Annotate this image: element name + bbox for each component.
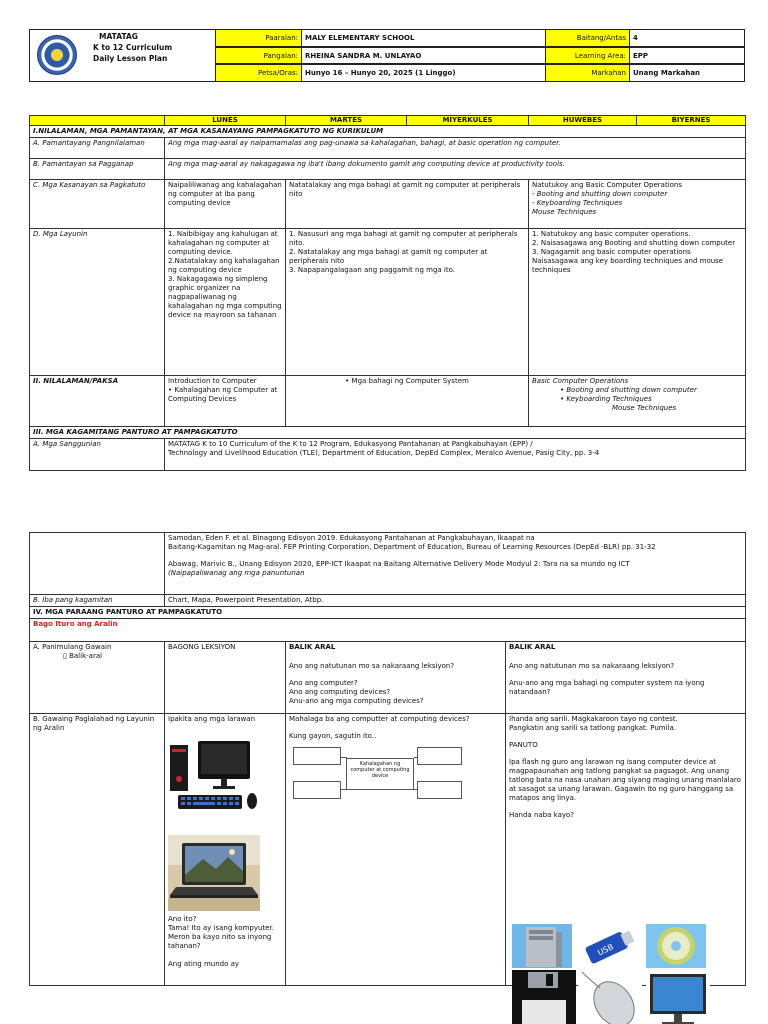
sanggunian-line: Technology and Livelihood Education (TLE), Department of Education, DepEd Complex, Meralco Avenue, Pasig City, pp. 3-4 [168, 449, 600, 457]
day-header: MIYERKULES [407, 116, 529, 126]
balik-aral-text: Balik-aral [69, 652, 103, 660]
organizer-box [417, 747, 462, 765]
lesson-table-2 [29, 532, 746, 986]
balik-aral-sublabel [33, 652, 161, 661]
petsa-value: Hunyo 16 – Hunyo 20, 2025 (1 Linggo) [301, 64, 546, 82]
balik-aral-heading: BALIK ARAL [289, 643, 336, 651]
panimulang-martes [286, 642, 506, 714]
organizer-box [293, 747, 341, 765]
paksa-huwebes [529, 376, 746, 427]
monitor-image [646, 970, 710, 1024]
paglalahad-question: Ano ito? [168, 915, 197, 923]
row-label-pamantayang-pangnilalaman: A. Pamantayang Pangnilalaman [30, 138, 165, 159]
section-2-title: II. NILALAMAN/PAKSA [30, 376, 165, 427]
organizer-box [293, 781, 341, 799]
cd-disc-image [646, 924, 706, 968]
paglalahad-instruction: Ipakita ang mga larawan [168, 715, 256, 723]
section-3-title: III. MGA KAGAMITANG PANTURO AT PAMPAGKATUTO [30, 427, 746, 439]
pangalan-label: Pangalan: [215, 47, 302, 65]
paksa-line: • Booting and shutting down computer [560, 386, 697, 394]
layunin-item: 2.Natatalakay ang kahalagahan ng computing device [168, 257, 280, 274]
layunin-item: Naisasagawa ang key boarding techniques and mouse techniques [532, 257, 724, 274]
panimulang-gawain-label: A. Panimulang Gawain [33, 643, 112, 651]
baitang-value: 4 [629, 29, 745, 47]
row-label-sanggunian: A. Mga Sanggunian [30, 439, 165, 471]
spacer [509, 671, 742, 679]
connector-line [414, 789, 418, 790]
panimulang-lunes: BAGONG LEKSIYON [165, 642, 286, 714]
references-continued [165, 533, 746, 595]
question-line: Anu-ano ang mga computing devices? [289, 697, 424, 705]
connector-line [414, 757, 418, 758]
question-line: Ano ang natutunan mo sa nakaraang leksiyon? [289, 662, 455, 670]
paksa-lunes [165, 376, 286, 427]
layunin-lunes [165, 229, 286, 376]
panimulang-huwebes [506, 642, 746, 714]
question-line: Ano ang computing devices? [289, 688, 391, 696]
baitang-label: Baitang/Antas [545, 29, 630, 47]
handa-question: Handa naba kayo? [509, 811, 574, 819]
balik-aral-heading: BALIK ARAL [509, 643, 556, 651]
organizer-center: Kahalagahan ng computer at computing device [346, 758, 414, 790]
learning-area-value: EPP [629, 47, 745, 65]
layunin-item: 1. Naibibigay ang kahulugan at kahalagahan ng computer at computing device. [168, 230, 278, 256]
document-title [93, 31, 172, 64]
layunin-item: 2. Natatalakay ang mga bahagi at gamit ng computer at peripherals nito [289, 248, 488, 265]
kasanayan-line: Mouse Techniques [532, 208, 597, 216]
spacer [289, 724, 502, 732]
graphic-organizer-diagram [289, 745, 489, 805]
layunin-item: 3. Nagagamit ang basic computer operations [532, 248, 691, 256]
paksa-line: Introduction to Computer [168, 377, 257, 385]
page-gap [0, 478, 768, 525]
day-header: HUWEBES [529, 116, 637, 126]
usb-label: USB [596, 942, 615, 958]
organizer-box [417, 781, 462, 799]
computer-set-image [168, 739, 260, 819]
markahan-value: Unang Markahan [629, 64, 745, 82]
layunin-huwebes [529, 229, 746, 376]
spacer [509, 733, 742, 741]
lesson-plan-page-2 [0, 525, 768, 1005]
layunin-item: 2. Naisasagawa ang Booting and shutting down computer [532, 239, 736, 247]
mouse-image [578, 970, 642, 1024]
day-header: BIYERNES [637, 116, 746, 126]
layunin-martes [286, 229, 529, 376]
lesson-table-1 [29, 115, 746, 471]
spacer [509, 803, 742, 811]
learning-area-label: Learning Area: [545, 47, 630, 65]
reference-line: (Naipapaliwanag ang mga panuntunan [168, 569, 305, 577]
lesson-plan-page-1 [0, 0, 768, 478]
pamantayan-sa-pagganap-text: Ang mga mag-aaral ay nakagagawa ng iba't ibang dokumento gamit ang computing device at productivity tools. [165, 159, 746, 180]
row-label-layunin: D. Mga Layunin [30, 229, 165, 376]
paglalahad-text: Ang ating mundo ay [168, 960, 240, 968]
title-line: Daily Lesson Plan [93, 54, 168, 63]
deped-seal-icon [37, 35, 77, 75]
kasanayan-line: - Booting and shutting down computer [532, 190, 668, 198]
paglalahad-lunes [165, 714, 286, 986]
row-label-panimulang-gawain [30, 642, 165, 714]
kasanayan-line: Natutukoy ang Basic Computer Operations [532, 181, 683, 189]
iba-pang-kagamitan-text: Chart, Mapa, Powerpoint Presentation, Atbp. [165, 595, 746, 607]
layunin-item: 3. Nakagagawa ng simpleng graphic organizer na nagpapaliwanag ng kahalagahan ng mga computing device na mayroon sa tahanan [168, 275, 282, 319]
title-line: K to 12 Curriculum [93, 43, 173, 52]
layunin-item: 3. Napapangalagaan ang paggamit ng mga ito. [289, 266, 455, 274]
laptop-image [168, 835, 260, 911]
reference-spacer [168, 552, 742, 560]
spacer [289, 671, 502, 679]
spacer [509, 652, 742, 662]
kasanayan-line: - Keyboarding Techniques [532, 199, 623, 207]
sanggunian-line: MATATAG K to 10 Curriculum of the K to 12 Program, Edukasyong Pantahanan at Pangkabuhayan (EPP) / [168, 440, 533, 448]
row-label-iba-pang-kagamitan: B. Iba pang kagamitan [30, 595, 165, 607]
usb-drive-image [578, 924, 638, 968]
petsa-label: Petsa/Oras: [215, 64, 302, 82]
bago-ituro-label: Bago Ituro ang Aralin [30, 619, 746, 642]
paaralan-label: Paaralan: [215, 29, 302, 47]
question-line: Ano ang natutunan mo sa nakaraang leksiyon? [509, 662, 675, 670]
paglalahad-text: Pangkatin ang sarili sa tatlong pangkat. Pumila. [509, 724, 676, 732]
question-line: Anu-ano ang mga bahagi ng computer system na iyong natandaan? [509, 679, 705, 696]
kasanayan-lunes: Naipaliliwanag ang kahalagahan ng computer at iba pang computing device [165, 180, 286, 229]
layunin-item: 1. Nasusuri ang mga bahagi at gamit ng computer at peripherals nito. [289, 230, 518, 247]
row-label-kasanayan: C. Mga Kasanayan sa Pagkatuto [30, 180, 165, 229]
day-header: LUNES [165, 116, 286, 126]
system-unit-image [512, 924, 572, 968]
row-label-pamantayan-sa-pagganap: B. Pamantayan sa Pagganap [30, 159, 165, 180]
panuto-text: Ipa flash ng guro ang larawan ng isang computer device at magpapaunahan ang tatlong pangkat sa pagsagot. Ang unang tatlong bata na nasa unahan ang siyang maging unang manlalaro at sasagot sa unang larawan. Gagawin ito ng guro hanggang sa matapos ang linya. [509, 758, 741, 802]
paksa-martes: • Mga bahagi ng Computer System [286, 376, 529, 427]
pangalan-value: RHEINA SANDRA M. UNLAYAO [301, 47, 546, 65]
paksa-line: • Kahalagahan ng Computer at Computing Devices [168, 386, 278, 403]
paglalahad-question: Mahalaga ba ang computter at computing devices? [289, 715, 470, 723]
days-row [30, 116, 746, 126]
floppy-disk-image [512, 970, 576, 1024]
paksa-line: Mouse Techniques [612, 404, 677, 412]
paglalahad-text: Kung gayon, sagutin ito.. [289, 732, 377, 740]
title-line: MATATAG [99, 32, 138, 41]
spacer [509, 750, 742, 758]
paglalahad-text: Ihanda ang sarili. Magkakaroon tayo ng contest. [509, 715, 678, 723]
reference-line: Samodan, Eden F. et al. Binagong Edisyon 2019. Edukasyong Pantahanan at Pangkabuhayan, Ikaapat na [168, 534, 535, 542]
checkbox-icon: ▯ [63, 652, 67, 660]
kasanayan-martes: Natatalakay ang mga bahagi at gamit ng computer at peripherals nito [286, 180, 529, 229]
reference-line: Abawag, Marivic B., Unang Edisyon 2020, EPP-ICT Ikaapat na Baitang Alternative Delivery Mode Modyul 2: Tara na sa mundo ng ICT [168, 560, 630, 568]
reference-line: Baitang-Kagamitan ng Mag-aral. FEP Printing Corporation, Department of Education, Bureau of Learning Resources (DepEd -BLR) pp. 31-32 [168, 543, 656, 551]
paksa-line: • Keyboarding Techniques [560, 395, 652, 403]
paksa-line: Basic Computer Operations [532, 377, 629, 385]
sanggunian-text [165, 439, 746, 471]
section-1-title: I.NILALAMAN, MGA PAMANTAYAN, AT MGA KASANAYANG PAMPAGKATUTO NG KURIKULUM [30, 126, 746, 138]
row-label-paglalahad: B. Gawaing Paglalahad ng Layunin ng Aralin [30, 714, 165, 986]
pamantayang-pangnilalaman-text: Ang mga mag-aaral ay naipamamalas ang pag-unawa sa kahalagahan, bahagi, at basic operation ng computer. [165, 138, 746, 159]
paglalahad-text: Tama! Ito ay isang kompyuter. Meron ba kayo nito sa inyong tahanan? [168, 924, 274, 950]
blank-header-cell [30, 116, 165, 126]
paaralan-value: MALY ELEMENTARY SCHOOL [301, 29, 546, 47]
blank-label-cell [30, 533, 165, 595]
layunin-item: 1. Natutukoy ang basic computer operations. [532, 230, 691, 238]
paglalahad-martes [286, 714, 506, 986]
kasanayan-huwebes [529, 180, 746, 229]
markahan-label: Markahan [545, 64, 630, 82]
day-header: MARTES [286, 116, 407, 126]
section-4-title: IV. MGA PARAANG PANTURO AT PAMPAGKATUTO [30, 607, 746, 619]
question-line: Ano ang computer? [289, 679, 358, 687]
spacer [289, 652, 502, 662]
panuto-heading: PANUTO [509, 741, 538, 749]
paglalahad-huwebes [506, 714, 746, 986]
